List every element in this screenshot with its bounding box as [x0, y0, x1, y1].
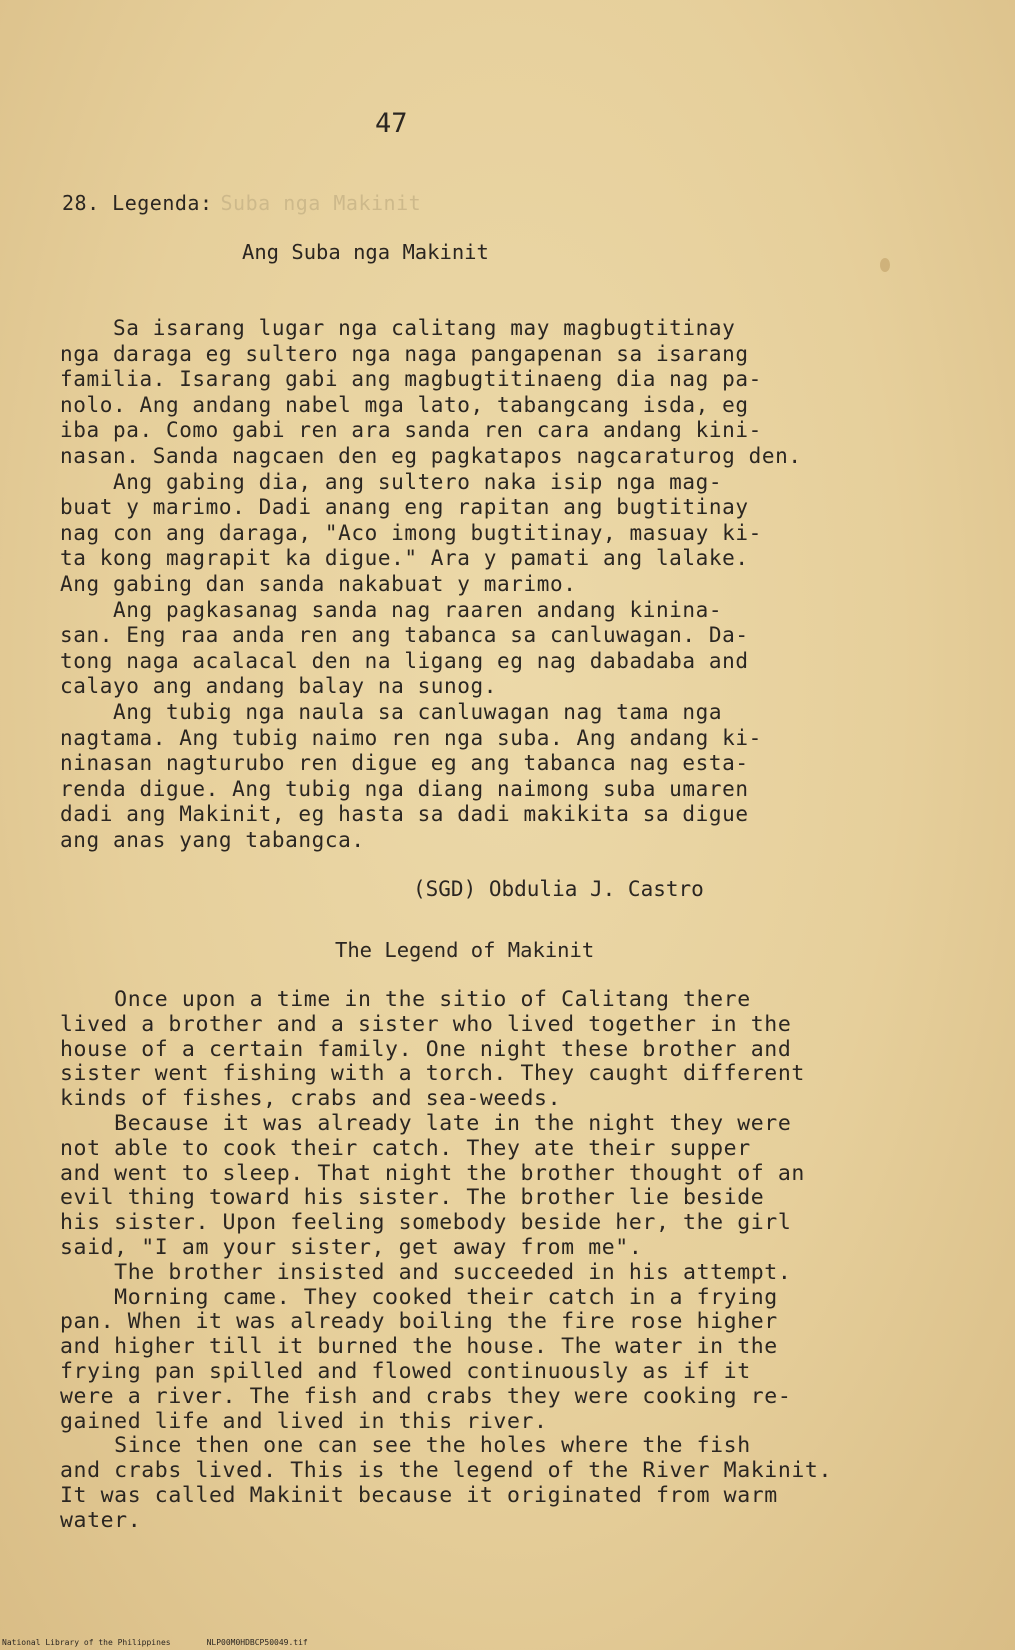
english-story-title: The Legend of Makinit — [335, 938, 595, 962]
footer-file-id: NLP00M0HDBCP50049.tif — [206, 1638, 308, 1647]
story-english-line: were a river. The fish and crabs they were cooking re- — [60, 1383, 792, 1409]
story-english-line: lived a brother and a sister who lived together in the — [60, 1011, 792, 1037]
story-native-line: buat y marimo. Dadi anang eng rapitan ang bugtitinay — [60, 495, 749, 520]
story-english-line: gained life and lived in this river. — [60, 1408, 548, 1434]
archive-footer — [2, 1638, 308, 1647]
story-native-line: calayo ang andang balay na sunog. — [60, 674, 498, 699]
story-english-line: It was called Makinit because it originated from warm — [60, 1482, 778, 1508]
story-native-line: familia. Isarang gabi ang magbugtitinaeng dia nag pa- — [60, 367, 762, 392]
story-english-line: water. — [60, 1507, 142, 1533]
signature: (SGD) Obdulia J. Castro — [413, 877, 704, 901]
story-english-line: and crabs lived. This is the legend of the River Makinit. — [60, 1458, 833, 1484]
story-native-line: dadi ang Makinit, eg hasta sa dadi makikita sa digue — [60, 802, 749, 827]
section-heading-label: 28. Legenda: — [62, 191, 213, 215]
native-story-body — [60, 316, 910, 853]
story-english-line: Morning came. They cooked their catch in a frying — [60, 1284, 778, 1310]
story-native-line: Ang tubig nga naula sa canluwagan nag tama nga — [60, 699, 723, 724]
story-native-line: nasan. Sanda nagcaen den eg pagkatapos nagcaraturog den. — [60, 443, 802, 468]
native-story-title: Ang Suba nga Makinit — [242, 240, 489, 264]
story-english-line: sister went fishing with a torch. They caught different — [60, 1061, 805, 1087]
story-native-line: ang anas yang tabangca. — [60, 827, 365, 852]
story-english-line: Once upon a time in the sitio of Calitang there — [60, 987, 751, 1012]
page-number: 47 — [375, 108, 408, 139]
english-story-body — [60, 988, 910, 1534]
paper-stain — [880, 258, 890, 272]
story-native-line: renda digue. Ang tubig nga diang naimong suba umaren — [60, 776, 749, 801]
story-native-line: nagtama. Ang tubig naimo ren nga suba. Ang andang ki- — [60, 725, 762, 750]
story-english-line: Since then one can see the holes where the fish — [60, 1433, 751, 1459]
story-english-line: said, "I am your sister, get away from me". — [60, 1234, 643, 1260]
story-native-line: ninasan nagturubo ren digue eg ang tabanca nag esta- — [60, 751, 749, 776]
story-native-line: Ang gabing dia, ang sultero naka isip nga mag- — [60, 469, 723, 494]
story-english-line: evil thing toward his sister. The brother lie beside — [60, 1185, 765, 1211]
story-native-line: Sa isarang lugar nga calitang may magbugtitinay — [60, 316, 736, 340]
story-english-line: kinds of fishes, crabs and sea-weeds. — [60, 1086, 562, 1112]
section-heading — [62, 191, 421, 215]
footer-institution: National Library of the Philippines — [2, 1638, 171, 1647]
story-english-line: frying pan spilled and flowed continuously as if it — [60, 1358, 751, 1384]
story-english-line: house of a certain family. One night these brother and — [60, 1036, 792, 1062]
story-english-line: pan. When it was already boiling the fire rose higher — [60, 1309, 778, 1335]
story-native-line: ta kong magrapit ka digue." Ara y pamati ang lalake. — [60, 546, 749, 571]
story-english-line: his sister. Upon feeling somebody beside her, the girl — [60, 1210, 792, 1236]
story-native-line: san. Eng raa anda ren ang tabanca sa canluwagan. Da- — [60, 623, 749, 648]
story-native-line: Ang pagkasanag sanda nag raaren andang kinina- — [60, 597, 723, 622]
story-english-line: Because it was already late in the night they were — [60, 1110, 792, 1136]
story-english-line: and higher till it burned the house. The water in the — [60, 1334, 778, 1360]
story-english-line: and went to sleep. That night the brother thought of an — [60, 1160, 805, 1186]
story-native-line: nolo. Ang andang nabel mga lato, tabangcang isda, eg — [60, 392, 749, 417]
section-heading-faded-text: Suba nga Makinit — [220, 191, 422, 215]
story-native-line: nga daraga eg sultero nga naga pangapenan sa isarang — [60, 341, 749, 366]
story-english-line: The brother insisted and succeeded in his attempt. — [60, 1259, 792, 1285]
story-english-line: not able to cook their catch. They ate their supper — [60, 1135, 751, 1161]
story-native-line: iba pa. Como gabi ren ara sanda ren cara andang kini- — [60, 418, 762, 443]
story-native-line: Ang gabing dan sanda nakabuat y marimo. — [60, 571, 577, 596]
story-native-line: nag con ang daraga, "Aco imong bugtitinay, masuay ki- — [60, 520, 762, 545]
story-native-line: tong naga acalacal den na ligang eg nag dabadaba and — [60, 648, 749, 673]
